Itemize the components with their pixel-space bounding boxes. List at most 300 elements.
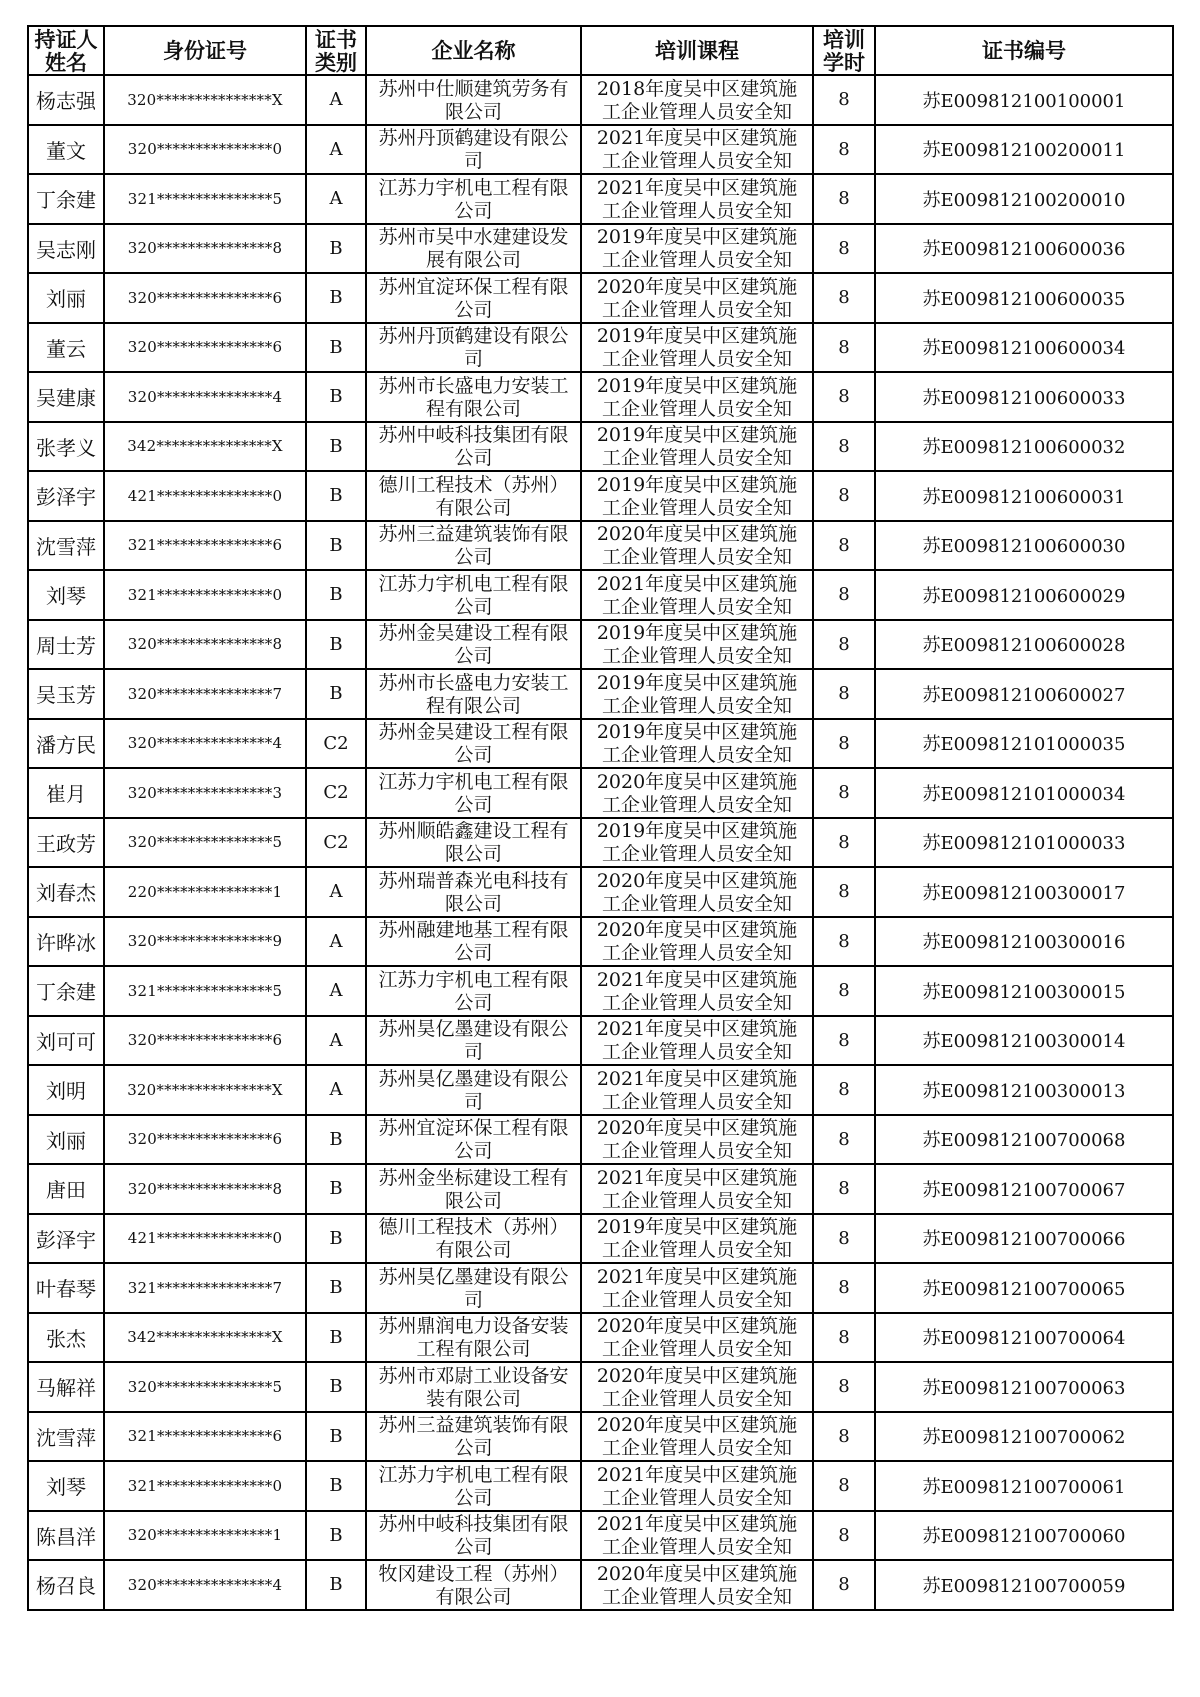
cert-type-cell: B [306, 372, 366, 422]
course-cell [581, 818, 813, 868]
company-cell [366, 273, 581, 323]
roster-body [28, 75, 1173, 1610]
cert-number-cell: 苏E009812100300015 [875, 966, 1173, 1016]
course-cell-text: 2020年度吴中区建筑施工企业管理人员安全知 [596, 770, 798, 816]
company-cell-text: 苏州昊亿墨建设有限公司 [378, 1018, 569, 1064]
holder-name-cell: 刘可可 [28, 1016, 104, 1066]
hours-cell: 8 [813, 1016, 875, 1066]
course-cell-text: 2019年度吴中区建筑施工企业管理人员安全知 [596, 1216, 798, 1262]
course-cell-text: 2019年度吴中区建筑施工企业管理人员安全知 [596, 721, 798, 767]
cert-number-cell: 苏E009812100700060 [875, 1511, 1173, 1561]
course-cell [581, 768, 813, 818]
cert-type-cell: B [306, 1115, 366, 1165]
cert-number-cell: 苏E009812101000034 [875, 768, 1173, 818]
holder-name-cell: 许晔冰 [28, 917, 104, 967]
company-cell-text: 德川工程技术（苏州）有限公司 [378, 1216, 569, 1262]
table-row [28, 818, 1173, 868]
id-number-cell: 220***************1 [104, 867, 306, 917]
company-cell [366, 669, 581, 719]
company-cell-text: 苏州瑞普森光电科技有限公司 [378, 869, 569, 915]
cert-number-cell: 苏E009812100200010 [875, 174, 1173, 224]
header-cert-type: 证书类别 [306, 26, 366, 75]
course-cell-text: 2019年度吴中区建筑施工企业管理人员安全知 [596, 622, 798, 668]
company-cell [366, 867, 581, 917]
holder-name-cell: 张杰 [28, 1313, 104, 1363]
id-number-cell: 320***************4 [104, 719, 306, 769]
cert-type-cell: C2 [306, 719, 366, 769]
cert-type-cell: B [306, 1164, 366, 1214]
course-cell [581, 1313, 813, 1363]
company-cell-text: 苏州融建地基工程有限公司 [378, 919, 569, 965]
id-number-cell: 320***************8 [104, 224, 306, 274]
course-cell [581, 1560, 813, 1610]
holder-name-cell: 刘琴 [28, 1461, 104, 1511]
cert-number-cell: 苏E009812100600032 [875, 422, 1173, 472]
company-cell-text: 苏州市长盛电力安装工程有限公司 [378, 671, 569, 717]
cert-number-cell: 苏E009812100300017 [875, 867, 1173, 917]
company-cell-text: 江苏力宇机电工程有限公司 [378, 770, 569, 816]
company-cell [366, 620, 581, 670]
company-cell-text: 苏州昊亿墨建设有限公司 [378, 1265, 569, 1311]
cert-number-cell: 苏E009812100700066 [875, 1214, 1173, 1264]
holder-name-cell: 周士芳 [28, 620, 104, 670]
course-cell-text: 2020年度吴中区建筑施工企业管理人员安全知 [596, 523, 798, 569]
course-cell-text: 2020年度吴中区建筑施工企业管理人员安全知 [596, 1414, 798, 1460]
hours-cell: 8 [813, 1560, 875, 1610]
cert-type-cell: A [306, 867, 366, 917]
cert-type-cell: A [306, 917, 366, 967]
id-number-cell: 321***************0 [104, 570, 306, 620]
holder-name-cell: 彭泽宇 [28, 471, 104, 521]
holder-name-cell: 杨召良 [28, 1560, 104, 1610]
hours-cell: 8 [813, 669, 875, 719]
cert-type-cell: B [306, 422, 366, 472]
cert-type-cell: C2 [306, 818, 366, 868]
cert-number-cell: 苏E009812100600028 [875, 620, 1173, 670]
holder-name-cell: 董云 [28, 323, 104, 373]
holder-name-cell: 张孝义 [28, 422, 104, 472]
hours-cell: 8 [813, 620, 875, 670]
header-cert-no: 证书编号 [875, 26, 1173, 75]
course-cell-text: 2020年度吴中区建筑施工企业管理人员安全知 [596, 275, 798, 321]
cert-type-cell: B [306, 471, 366, 521]
company-cell-text: 苏州金吴建设工程有限公司 [378, 622, 569, 668]
table-row [28, 768, 1173, 818]
course-cell-text: 2021年度吴中区建筑施工企业管理人员安全知 [596, 176, 798, 222]
cert-number-cell: 苏E009812100600031 [875, 471, 1173, 521]
hours-cell: 8 [813, 867, 875, 917]
company-cell-text: 苏州市长盛电力安装工程有限公司 [378, 374, 569, 420]
company-cell [366, 1263, 581, 1313]
table-row [28, 125, 1173, 175]
id-number-cell: 321***************5 [104, 966, 306, 1016]
course-cell-text: 2021年度吴中区建筑施工企业管理人员安全知 [596, 1166, 798, 1212]
company-cell-text: 苏州昊亿墨建设有限公司 [378, 1067, 569, 1113]
company-cell [366, 1461, 581, 1511]
cert-number-cell: 苏E009812100700061 [875, 1461, 1173, 1511]
course-cell-text: 2021年度吴中区建筑施工企业管理人员安全知 [596, 1265, 798, 1311]
hours-cell: 8 [813, 1115, 875, 1165]
hours-cell: 8 [813, 1065, 875, 1115]
company-cell-text: 江苏力宇机电工程有限公司 [378, 1463, 569, 1509]
id-number-cell: 320***************4 [104, 372, 306, 422]
hours-cell: 8 [813, 1412, 875, 1462]
course-cell [581, 669, 813, 719]
company-cell-text: 江苏力宇机电工程有限公司 [378, 176, 569, 222]
course-cell [581, 1214, 813, 1264]
cert-number-cell: 苏E009812100300016 [875, 917, 1173, 967]
course-cell-text: 2020年度吴中区建筑施工企业管理人员安全知 [596, 919, 798, 965]
cert-type-cell: B [306, 1313, 366, 1363]
id-number-cell: 421***************0 [104, 471, 306, 521]
course-cell [581, 966, 813, 1016]
holder-name-cell: 刘春杰 [28, 867, 104, 917]
cert-number-cell: 苏E009812101000035 [875, 719, 1173, 769]
hours-cell: 8 [813, 224, 875, 274]
course-cell [581, 1362, 813, 1412]
header-hours: 培训学时 [813, 26, 875, 75]
table-row [28, 719, 1173, 769]
hours-cell: 8 [813, 1214, 875, 1264]
course-cell-text: 2019年度吴中区建筑施工企业管理人员安全知 [596, 671, 798, 717]
company-cell-text: 苏州三益建筑装饰有限公司 [378, 523, 569, 569]
header-id: 身份证号 [104, 26, 306, 75]
id-number-cell: 320***************6 [104, 273, 306, 323]
hours-cell: 8 [813, 719, 875, 769]
company-cell-text: 江苏力宇机电工程有限公司 [378, 968, 569, 1014]
course-cell-text: 2019年度吴中区建筑施工企业管理人员安全知 [596, 424, 798, 470]
certificate-roster-table [27, 25, 1174, 1611]
table-row [28, 1461, 1173, 1511]
company-cell [366, 719, 581, 769]
course-cell-text: 2020年度吴中区建筑施工企业管理人员安全知 [596, 1315, 798, 1361]
id-number-cell: 320***************5 [104, 818, 306, 868]
cert-type-cell: B [306, 1560, 366, 1610]
course-cell [581, 1065, 813, 1115]
cert-type-cell: B [306, 323, 366, 373]
table-row [28, 75, 1173, 125]
course-cell [581, 867, 813, 917]
cert-type-cell: A [306, 1065, 366, 1115]
company-cell-text: 苏州中岐科技集团有限公司 [378, 1513, 569, 1559]
course-cell-text: 2020年度吴中区建筑施工企业管理人员安全知 [596, 1117, 798, 1163]
cert-type-cell: B [306, 1461, 366, 1511]
company-cell-text: 苏州金吴建设工程有限公司 [378, 721, 569, 767]
course-cell [581, 1263, 813, 1313]
table-row [28, 273, 1173, 323]
hours-cell: 8 [813, 471, 875, 521]
course-cell-text: 2020年度吴中区建筑施工企业管理人员安全知 [596, 1562, 798, 1608]
course-cell-text: 2019年度吴中区建筑施工企业管理人员安全知 [596, 226, 798, 272]
id-number-cell: 321***************6 [104, 521, 306, 571]
company-cell [366, 422, 581, 472]
cert-type-cell: B [306, 1511, 366, 1561]
id-number-cell: 342***************X [104, 422, 306, 472]
cert-type-cell: B [306, 224, 366, 274]
cert-type-cell: B [306, 1214, 366, 1264]
holder-name-cell: 丁余建 [28, 966, 104, 1016]
holder-name-cell: 陈昌洋 [28, 1511, 104, 1561]
id-number-cell: 320***************4 [104, 1560, 306, 1610]
cert-type-cell: A [306, 1016, 366, 1066]
id-number-cell: 321***************7 [104, 1263, 306, 1313]
company-cell-text: 苏州鼎润电力设备安装工程有限公司 [378, 1315, 569, 1361]
company-cell-text: 苏州宜淀环保工程有限公司 [378, 1117, 569, 1163]
company-cell-text: 牧冈建设工程（苏州）有限公司 [378, 1562, 569, 1608]
table-row [28, 1214, 1173, 1264]
id-number-cell: 320***************1 [104, 1511, 306, 1561]
id-number-cell: 320***************6 [104, 323, 306, 373]
cert-type-cell: B [306, 521, 366, 571]
company-cell [366, 1313, 581, 1363]
course-cell-text: 2021年度吴中区建筑施工企业管理人员安全知 [596, 1463, 798, 1509]
company-cell [366, 1412, 581, 1462]
course-cell [581, 1115, 813, 1165]
company-cell-text: 苏州丹顶鹤建设有限公司 [378, 325, 569, 371]
holder-name-cell: 唐田 [28, 1164, 104, 1214]
holder-name-cell: 叶春琴 [28, 1263, 104, 1313]
company-cell [366, 570, 581, 620]
id-number-cell: 320***************0 [104, 125, 306, 175]
company-cell-text: 苏州市邓尉工业设备安装有限公司 [378, 1364, 569, 1410]
hours-cell: 8 [813, 768, 875, 818]
hours-cell: 8 [813, 570, 875, 620]
holder-name-cell: 刘丽 [28, 273, 104, 323]
id-number-cell: 320***************8 [104, 1164, 306, 1214]
course-cell-text: 2021年度吴中区建筑施工企业管理人员安全知 [596, 1513, 798, 1559]
table-row [28, 471, 1173, 521]
cert-type-cell: A [306, 125, 366, 175]
company-cell-text: 江苏力宇机电工程有限公司 [378, 572, 569, 618]
cert-number-cell: 苏E009812100700067 [875, 1164, 1173, 1214]
id-number-cell: 320***************9 [104, 917, 306, 967]
cert-type-cell: A [306, 75, 366, 125]
table-row [28, 669, 1173, 719]
company-cell [366, 323, 581, 373]
hours-cell: 8 [813, 521, 875, 571]
company-cell-text: 苏州中仕顺建筑劳务有限公司 [378, 77, 569, 123]
cert-number-cell: 苏E009812100700063 [875, 1362, 1173, 1412]
hours-cell: 8 [813, 422, 875, 472]
course-cell-text: 2019年度吴中区建筑施工企业管理人员安全知 [596, 374, 798, 420]
company-cell [366, 1065, 581, 1115]
company-cell [366, 818, 581, 868]
id-number-cell: 321***************5 [104, 174, 306, 224]
course-cell-text: 2020年度吴中区建筑施工企业管理人员安全知 [596, 1364, 798, 1410]
company-cell [366, 1164, 581, 1214]
holder-name-cell: 潘方民 [28, 719, 104, 769]
hours-cell: 8 [813, 372, 875, 422]
company-cell [366, 125, 581, 175]
cert-type-cell: B [306, 273, 366, 323]
course-cell [581, 521, 813, 571]
company-cell-text: 苏州丹顶鹤建设有限公司 [378, 127, 569, 173]
company-cell-text: 苏州宜淀环保工程有限公司 [378, 275, 569, 321]
hours-cell: 8 [813, 1263, 875, 1313]
hours-cell: 8 [813, 1461, 875, 1511]
company-cell-text: 苏州金坐标建设工程有限公司 [378, 1166, 569, 1212]
cert-number-cell: 苏E009812100600035 [875, 273, 1173, 323]
course-cell-text: 2021年度吴中区建筑施工企业管理人员安全知 [596, 1018, 798, 1064]
table-row [28, 1016, 1173, 1066]
header-name: 持证人姓名 [28, 26, 104, 75]
header-course: 培训课程 [581, 26, 813, 75]
table-row [28, 1263, 1173, 1313]
holder-name-cell: 吴建康 [28, 372, 104, 422]
table-row [28, 1511, 1173, 1561]
holder-name-cell: 杨志强 [28, 75, 104, 125]
id-number-cell: 320***************6 [104, 1016, 306, 1066]
cert-type-cell: A [306, 174, 366, 224]
hours-cell: 8 [813, 273, 875, 323]
id-number-cell: 321***************0 [104, 1461, 306, 1511]
hours-cell: 8 [813, 174, 875, 224]
table-row [28, 966, 1173, 1016]
holder-name-cell: 刘琴 [28, 570, 104, 620]
cert-number-cell: 苏E009812101000033 [875, 818, 1173, 868]
holder-name-cell: 马解祥 [28, 1362, 104, 1412]
header-row [28, 26, 1173, 75]
cert-number-cell: 苏E009812100700065 [875, 1263, 1173, 1313]
cert-number-cell: 苏E009812100600029 [875, 570, 1173, 620]
holder-name-cell: 崔月 [28, 768, 104, 818]
course-cell-text: 2021年度吴中区建筑施工企业管理人员安全知 [596, 572, 798, 618]
table-row [28, 1115, 1173, 1165]
cert-type-cell: B [306, 1362, 366, 1412]
cert-number-cell: 苏E009812100600027 [875, 669, 1173, 719]
course-cell [581, 1016, 813, 1066]
course-cell-text: 2021年度吴中区建筑施工企业管理人员安全知 [596, 968, 798, 1014]
cert-type-cell: B [306, 1412, 366, 1462]
cert-type-cell: A [306, 966, 366, 1016]
company-cell [366, 768, 581, 818]
cert-number-cell: 苏E009812100600033 [875, 372, 1173, 422]
holder-name-cell: 董文 [28, 125, 104, 175]
hours-cell: 8 [813, 917, 875, 967]
hours-cell: 8 [813, 1511, 875, 1561]
company-cell-text: 苏州市吴中水建建设发展有限公司 [378, 226, 569, 272]
table-row [28, 224, 1173, 274]
cert-number-cell: 苏E009812100300013 [875, 1065, 1173, 1115]
course-cell [581, 471, 813, 521]
course-cell [581, 719, 813, 769]
holder-name-cell: 丁余建 [28, 174, 104, 224]
course-cell [581, 1412, 813, 1462]
company-cell [366, 372, 581, 422]
company-cell [366, 174, 581, 224]
cert-number-cell: 苏E009812100200011 [875, 125, 1173, 175]
course-cell [581, 75, 813, 125]
company-cell [366, 917, 581, 967]
company-cell-text: 苏州中岐科技集团有限公司 [378, 424, 569, 470]
id-number-cell: 320***************7 [104, 669, 306, 719]
table-row [28, 1065, 1173, 1115]
cert-type-cell: B [306, 669, 366, 719]
holder-name-cell: 沈雪萍 [28, 1412, 104, 1462]
course-cell [581, 1511, 813, 1561]
cert-type-cell: B [306, 620, 366, 670]
course-cell [581, 620, 813, 670]
id-number-cell: 321***************6 [104, 1412, 306, 1462]
course-cell-text: 2019年度吴中区建筑施工企业管理人员安全知 [596, 473, 798, 519]
course-cell [581, 323, 813, 373]
id-number-cell: 421***************0 [104, 1214, 306, 1264]
cert-number-cell: 苏E009812100600036 [875, 224, 1173, 274]
course-cell [581, 570, 813, 620]
id-number-cell: 320***************X [104, 1065, 306, 1115]
course-cell-text: 2020年度吴中区建筑施工企业管理人员安全知 [596, 869, 798, 915]
table-row [28, 1560, 1173, 1610]
table-row [28, 867, 1173, 917]
course-cell-text: 2019年度吴中区建筑施工企业管理人员安全知 [596, 820, 798, 866]
cert-number-cell: 苏E009812100700068 [875, 1115, 1173, 1165]
table-row [28, 1164, 1173, 1214]
table-row [28, 570, 1173, 620]
hours-cell: 8 [813, 323, 875, 373]
company-cell [366, 1362, 581, 1412]
company-cell [366, 966, 581, 1016]
course-cell [581, 917, 813, 967]
company-cell [366, 1016, 581, 1066]
course-cell-text: 2018年度吴中区建筑施工企业管理人员安全知 [596, 77, 798, 123]
company-cell-text: 苏州顺皓鑫建设工程有限公司 [378, 820, 569, 866]
company-cell [366, 1115, 581, 1165]
company-cell [366, 1214, 581, 1264]
holder-name-cell: 刘丽 [28, 1115, 104, 1165]
company-cell-text: 苏州三益建筑装饰有限公司 [378, 1414, 569, 1460]
company-cell [366, 75, 581, 125]
course-cell [581, 372, 813, 422]
course-cell [581, 1164, 813, 1214]
hours-cell: 8 [813, 818, 875, 868]
holder-name-cell: 王政芳 [28, 818, 104, 868]
course-cell-text: 2021年度吴中区建筑施工企业管理人员安全知 [596, 127, 798, 173]
hours-cell: 8 [813, 1362, 875, 1412]
id-number-cell: 342***************X [104, 1313, 306, 1363]
course-cell [581, 224, 813, 274]
table-row [28, 917, 1173, 967]
hours-cell: 8 [813, 1313, 875, 1363]
company-cell [366, 1560, 581, 1610]
cert-number-cell: 苏E009812100600034 [875, 323, 1173, 373]
holder-name-cell: 吴志刚 [28, 224, 104, 274]
cert-type-cell: B [306, 1263, 366, 1313]
id-number-cell: 320***************X [104, 75, 306, 125]
table-row [28, 1313, 1173, 1363]
holder-name-cell: 彭泽宇 [28, 1214, 104, 1264]
hours-cell: 8 [813, 125, 875, 175]
cert-number-cell: 苏E009812100100001 [875, 75, 1173, 125]
course-cell [581, 273, 813, 323]
table-row [28, 620, 1173, 670]
cert-number-cell: 苏E009812100700064 [875, 1313, 1173, 1363]
table-row [28, 1412, 1173, 1462]
cert-type-cell: B [306, 570, 366, 620]
table-row [28, 174, 1173, 224]
holder-name-cell: 刘明 [28, 1065, 104, 1115]
company-cell [366, 1511, 581, 1561]
id-number-cell: 320***************3 [104, 768, 306, 818]
company-cell-text: 德川工程技术（苏州）有限公司 [378, 473, 569, 519]
table-row [28, 422, 1173, 472]
hours-cell: 8 [813, 75, 875, 125]
course-cell [581, 125, 813, 175]
cert-type-cell: C2 [306, 768, 366, 818]
table-row [28, 323, 1173, 373]
course-cell [581, 1461, 813, 1511]
header-company: 企业名称 [366, 26, 581, 75]
course-cell-text: 2021年度吴中区建筑施工企业管理人员安全知 [596, 1067, 798, 1113]
